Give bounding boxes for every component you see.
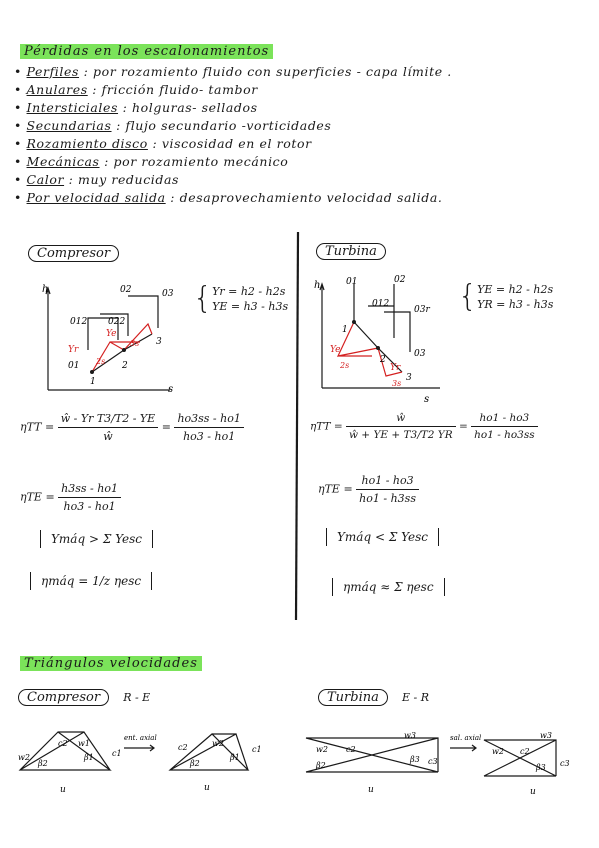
svg-text:3s: 3s	[130, 339, 140, 348]
eq-yr: Yr = h2 - h2s	[212, 285, 286, 298]
loss-item: • Mecánicas : por rozamiento mecánico	[14, 154, 289, 169]
axis-label-h: h	[314, 280, 321, 291]
svg-text:w1: w1	[78, 739, 90, 748]
svg-text:2s: 2s	[96, 357, 106, 366]
svg-text:3: 3	[406, 373, 412, 383]
svg-text:03: 03	[414, 349, 426, 359]
compresor-hs-diagram	[40, 280, 190, 395]
velocity-triangles	[0, 720, 599, 800]
svg-text:β2: β2	[316, 761, 326, 770]
svg-text:012: 012	[70, 317, 88, 327]
svg-text:1: 1	[90, 377, 96, 387]
svg-text:u: u	[368, 785, 374, 795]
svg-text:03r: 03r	[414, 305, 430, 315]
compresor-eta-tt: ηTT = $\frac{\text{ŵ - Yr T3/T2 - YE}}{ŵ}$ = $\frac{ho3ss - ho1}{ho3 - ho1}$	[20, 412, 244, 443]
svg-text:w3: w3	[540, 731, 552, 740]
eq-ye: YE = h2 - h2s	[477, 283, 554, 296]
compresor-title-text: Compresor	[28, 245, 119, 262]
svg-text:02: 02	[394, 275, 406, 285]
svg-text:Ye: Ye	[106, 329, 117, 339]
svg-text:w2: w2	[316, 745, 328, 754]
svg-text:c3: c3	[428, 757, 438, 766]
triangles-title-text: Triángulos velocidades	[20, 656, 202, 671]
svg-text:β2: β2	[190, 759, 200, 768]
svg-text:β2: β2	[38, 759, 48, 768]
compresor-loss-eqs: { Yr = h2 - h2s YE = h3 - h3s	[193, 281, 289, 316]
turbina-result-eta: ηmáq ≈ Σ ηesc	[332, 578, 445, 596]
svg-text:03: 03	[162, 289, 174, 299]
svg-text:c2: c2	[178, 743, 188, 752]
svg-text:01: 01	[68, 361, 80, 371]
eq-ye: YE = h3 - h3s	[212, 300, 289, 313]
compresor-title	[28, 246, 119, 261]
svg-text:Ye: Ye	[330, 345, 341, 355]
loss-item: • Calor : muy reducidas	[14, 172, 180, 187]
svg-text:u: u	[530, 787, 536, 797]
hs-axes	[48, 290, 170, 390]
axial-label: ent. axial	[124, 734, 157, 742]
loss-item: • Perfiles : por rozamiento fluido con superficies - capa límite .	[14, 64, 452, 79]
compresor-eta-te: ηTE = $\frac{h3ss - ho1}{ho3 - ho1}$	[20, 482, 121, 513]
arrow	[450, 745, 476, 751]
svg-text:u: u	[60, 785, 66, 795]
axis-label-h: h	[42, 284, 49, 295]
turbina-title	[316, 244, 386, 259]
loss-item: • Intersticiales : holguras- sellados	[14, 100, 258, 115]
losses-title-text: Pérdidas en los escalonamientos	[20, 44, 273, 59]
svg-text:1: 1	[342, 325, 348, 335]
triangles-title	[20, 656, 202, 671]
svg-text:c2: c2	[520, 747, 530, 756]
svg-text:w3: w3	[404, 731, 416, 740]
svg-text:w2: w2	[212, 739, 224, 748]
svg-text:022: 022	[108, 317, 126, 327]
svg-text:012: 012	[372, 299, 390, 309]
tri-compresor-1	[18, 732, 122, 795]
tri-turbina-title: Turbina E - R	[318, 690, 429, 705]
turbina-hs-diagram	[310, 275, 460, 405]
tri-compresor-2	[170, 734, 262, 793]
svg-text:2: 2	[122, 361, 128, 371]
tri-turbina-order: E - R	[402, 691, 430, 704]
compresor-result-y: Ymáq > Σ Yesc	[40, 530, 153, 548]
svg-text:c1: c1	[112, 749, 122, 758]
turbina-loss-eqs: { YE = h2 - h2s YR = h3 - h3s	[458, 279, 554, 314]
axis-label-s: s	[168, 384, 174, 395]
svg-text:β1: β1	[230, 753, 240, 762]
axial-label: sal. axial	[450, 734, 482, 742]
svg-text:c2: c2	[346, 745, 356, 754]
turbina-eta-te: ηTE = $\frac{ho1 - ho3}{ho1 - h3ss}$	[318, 474, 419, 505]
svg-text:c3: c3	[560, 759, 570, 768]
arrow	[124, 745, 154, 751]
eq-yr: YR = h3 - h3s	[477, 298, 554, 311]
axis-label-s: s	[424, 394, 430, 405]
tri-turbina-1	[306, 731, 438, 795]
tri-turbina-2	[484, 731, 570, 797]
loss-item: • Anulares : fricción fluido- tambor	[14, 82, 258, 97]
svg-text:Yr: Yr	[68, 345, 79, 355]
turbina-eta-tt: ηTT = $\frac{ŵ}{ŵ + YE + T3/T2 YR}$ = $\frac{ho1 - ho3}{ho1 - ho3ss}$	[310, 412, 538, 441]
compresor-result-eta: ηmáq = 1/z ηesc	[30, 572, 152, 590]
svg-text:3: 3	[156, 337, 162, 347]
svg-text:02: 02	[120, 285, 132, 295]
tri-compresor-order: R - E	[123, 691, 151, 704]
svg-text:c1: c1	[252, 745, 262, 754]
svg-text:01: 01	[346, 277, 358, 287]
svg-text:c2: c2	[58, 739, 68, 748]
svg-text:Yr: Yr	[390, 363, 401, 373]
loss-item: • Secundarias : flujo secundario -vorticidades	[14, 118, 332, 133]
svg-text:u: u	[204, 783, 210, 793]
svg-text:β3: β3	[410, 755, 420, 764]
svg-text:2s: 2s	[340, 361, 350, 370]
svg-text:β3: β3	[536, 763, 546, 772]
svg-text:w2: w2	[492, 747, 504, 756]
turbina-title-text: Turbina	[316, 243, 386, 260]
loss-item: • Por velocidad salida : desaprovechamiento velocidad salida.	[14, 190, 443, 205]
tri-compresor-title: Compresor R - E	[18, 690, 150, 705]
svg-text:β1: β1	[84, 753, 94, 762]
loss-item: • Rozamiento disco : viscosidad en el rotor	[14, 136, 312, 151]
svg-text:3s: 3s	[392, 379, 402, 388]
svg-text:2: 2	[380, 355, 386, 365]
turbina-result-y: Ymáq < Σ Yesc	[326, 528, 439, 546]
svg-text:w2: w2	[18, 753, 30, 762]
